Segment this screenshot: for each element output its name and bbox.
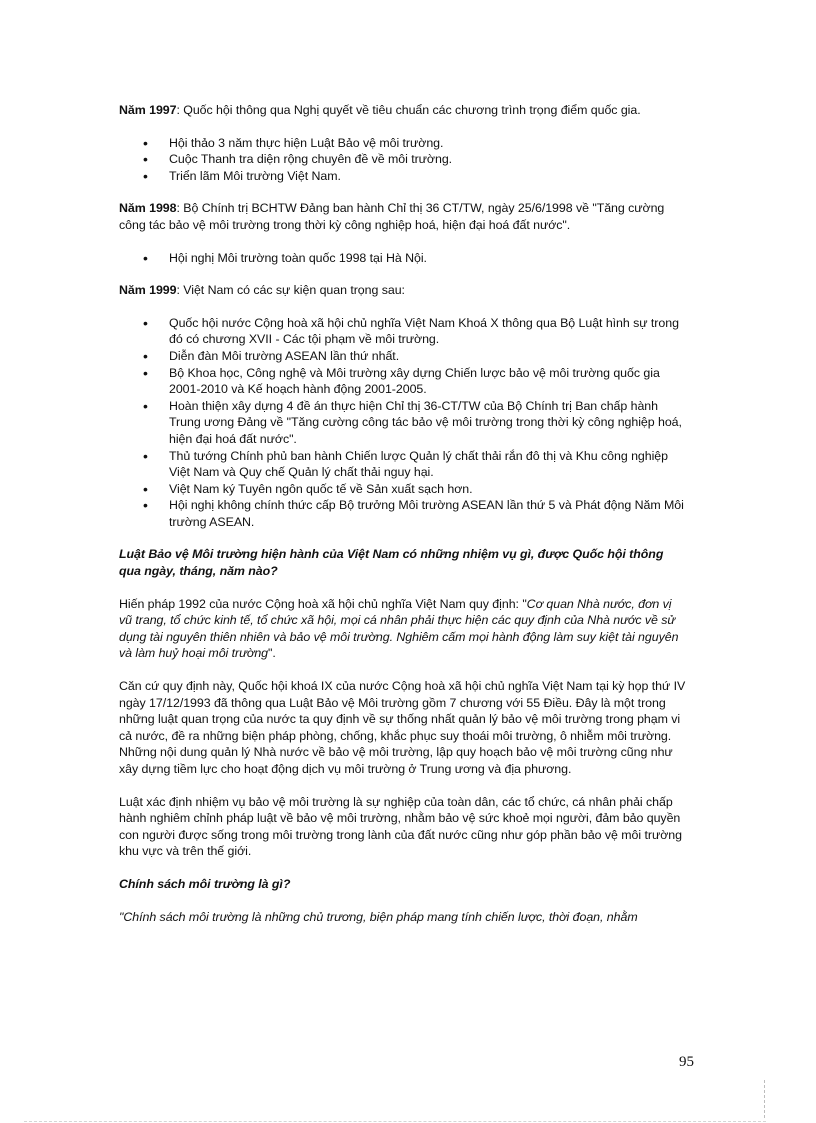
page-content: [119, 102, 687, 925]
list-item: • Hội nghị không chính thức cấp Bộ trưởng Môi trường ASEAN lần thứ 5 và Phát động Năm Môi trường ASEAN.: [119, 497, 687, 530]
year-1998: Năm 1998: [119, 201, 177, 216]
list-1999: [119, 315, 687, 531]
list-item: • Hội nghị Môi trường toàn quốc 1998 tại Hà Nội.: [119, 250, 687, 267]
year-1997: Năm 1997: [119, 103, 177, 117]
paragraph-law-basis: Căn cứ quy định này, Quốc hội khoá IX của nước Cộng hoà xã hội chủ nghĩa Việt Nam tại kỳ họp thứ IV ngày 17/12/1993 đã thông qua Luật Bảo vệ Môi trường gồm 7 chương với 55 Điều. Đây là một trong những luật quan trọng của nước ta quy định về sự thống nhất quản lý bảo vệ môi trường trong phạm vi cả nước, đề ra những biện pháp phòng, chống, khắc phục suy thoái môi trường, ô nhiễm môi trường. Những nội dung quản lý Nhà nước về bảo vệ môi trường, lập quy hoạch bảo vệ môi trường cũng như xây dựng tiềm lực cho hoạt động dịch vụ môi trường ở Trung ương và địa phương.: [119, 679, 686, 776]
question-heading-policy: Chính sách môi trường là gì?: [119, 876, 291, 891]
list-item: • Hội thảo 3 năm thực hiện Luật Bảo vệ môi trường.: [119, 135, 687, 152]
question-heading-law: Luật Bảo vệ Môi trường hiện hành của Việt Nam có những nhiệm vụ gì, được Quốc hội thông qua ngày, tháng, năm nào?: [119, 547, 664, 579]
page-corner-mark: [764, 1080, 765, 1118]
year-1999: Năm 1999: [119, 283, 177, 298]
list-item: • Cuộc Thanh tra diện rộng chuyên đề về môi trường.: [119, 151, 687, 168]
list-item: • Bộ Khoa học, Công nghệ và Môi trường xây dựng Chiến lược bảo vệ môi trường quốc gia 2001-2010 và Kế hoạch hành động 2001-2005.: [119, 365, 687, 398]
paragraph-law-duty: Luật xác định nhiệm vụ bảo vệ môi trường là sự nghiệp của toàn dân, các tổ chức, cá nhân phải chấp hành nghiêm chỉnh pháp luật về bảo vệ môi trường, nhằm bảo vệ sức khoẻ mọi người, đảm bảo quyền con người được sống trong môi trường trong lành của đất nước cũng như góp phần bảo vệ môi trường khu vực và trên thế giới.: [119, 794, 682, 859]
constitution-lead: Hiến pháp 1992 của nước Cộng hoà xã hội chủ nghĩa Việt Nam quy định: ": [119, 596, 527, 611]
list-item: • Hoàn thiện xây dựng 4 đề án thực hiện Chỉ thị 36-CT/TW của Bộ Chính trị Ban chấp hành Trung ương Đảng về "Tăng cường công tác bảo vệ môi trường trong thời kỳ công nghiệp hoá, hiện đại hoá đất nước".: [119, 398, 687, 448]
paragraph-policy-quote: "Chính sách môi trường là những chủ trương, biện pháp mang tính chiến lược, thời đoạn, nhằm: [119, 909, 638, 924]
paragraph-constitution: [119, 596, 687, 662]
text-1997: : Quốc hội thông qua Nghị quyết về tiêu chuẩn các chương trình trọng điểm quốc gia.: [176, 103, 641, 117]
list-item: • Thủ tướng Chính phủ ban hành Chiến lược Quản lý chất thải rắn đô thị và Khu công nghiệp Việt Nam và Quy chế Quản lý chất thải nguy hại.: [119, 448, 687, 481]
list-1998: [119, 250, 687, 267]
paragraph-1998: [119, 200, 687, 233]
list-item: • Quốc hội nước Cộng hoà xã hội chủ nghĩa Việt Nam Khoá X thông qua Bộ Luật hình sự trong đó có chương XVII - Các tội phạm về môi trường.: [119, 315, 687, 348]
list-item: • Diễn đàn Môi trường ASEAN lần thứ nhất.: [119, 348, 687, 365]
paragraph-1999: [119, 282, 687, 299]
constitution-quote: Cơ quan Nhà nước, đơn vị vũ trang, tổ chức kinh tế, tổ chức xã hội, mọi cá nhân phải thực hiện các quy định của Nhà nước về sử dụng tài nguyên thiên nhiên và bảo vệ môi trường. Nghiêm cấm mọi hành động làm suy kiệt tài nguyên và làm huỷ hoại môi trường: [119, 596, 679, 661]
text-1999: : Việt Nam có các sự kiện quan trọng sau:: [176, 283, 405, 298]
page-number: 95: [679, 1054, 694, 1070]
list-item: • Việt Nam ký Tuyên ngôn quốc tế về Sản xuất sạch hơn.: [119, 481, 687, 498]
text-1998: : Bộ Chính trị BCHTW Đảng ban hành Chỉ thị 36 CT/TW, ngày 25/6/1998 về "Tăng cường công tác bảo vệ môi trường trong thời kỳ công nghiệp hoá, hiện đại hoá đất nước".: [119, 201, 665, 232]
page-bottom-edge: [24, 1121, 766, 1122]
list-item: • Triển lãm Môi trường Việt Nam.: [119, 168, 687, 185]
paragraph-1997: [119, 102, 687, 119]
list-1997: [119, 135, 687, 185]
constitution-tail: ".: [268, 646, 276, 661]
